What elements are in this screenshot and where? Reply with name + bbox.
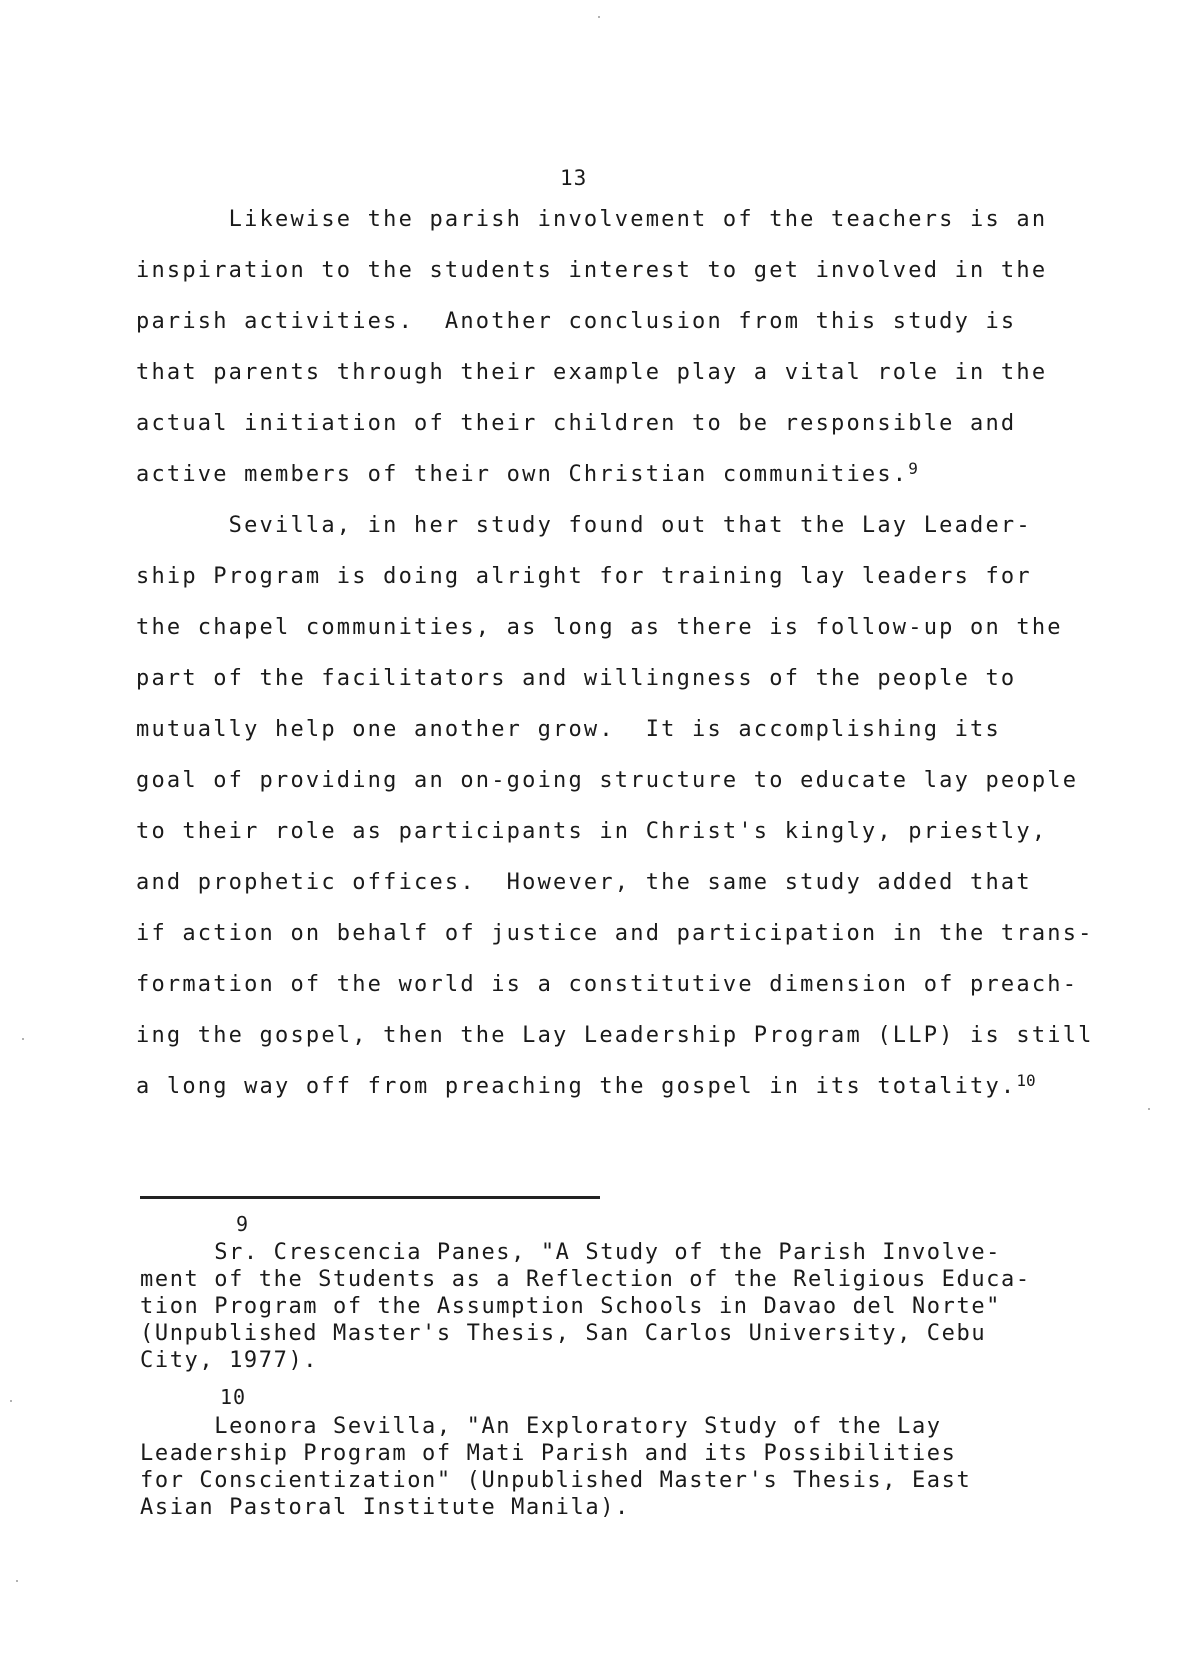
- body-line: to their role as participants in Christ's kingly, priestly,: [136, 819, 1048, 844]
- footnote-number: 10: [220, 1385, 247, 1409]
- footnote-line: (Unpublished Master's Thesis, San Carlos University, Cebu: [140, 1321, 987, 1346]
- footnote-line: tion Program of the Assumption Schools in Davao del Norte": [140, 1294, 1002, 1319]
- scan-speck: [10, 1400, 12, 1402]
- footnote-line: ment of the Students as a Reflection of the Religious Educa-: [140, 1267, 1031, 1292]
- body-line: that parents through their example play a vital role in the: [136, 360, 1048, 385]
- body-line: if action on behalf of justice and participation in the trans-: [136, 921, 1094, 946]
- footnote-line: Sr. Crescencia Panes, "A Study of the Parish Involve-: [140, 1240, 1002, 1265]
- scan-speck: [16, 1580, 18, 1582]
- body-line: ing the gospel, then the Lay Leadership Program (LLP) is still: [136, 1023, 1094, 1048]
- footnote-line: Asian Pastoral Institute Manila).: [140, 1495, 630, 1520]
- body-line: mutually help one another grow. It is accomplishing its: [136, 717, 1001, 742]
- footnote-number: 9: [236, 1212, 250, 1236]
- body-line: goal of providing an on-going structure to educate lay people: [136, 768, 1079, 793]
- footnote-line: Leonora Sevilla, "An Exploratory Study of the Lay: [140, 1414, 942, 1439]
- scan-speck: [22, 1038, 24, 1040]
- body-line: ship Program is doing alright for training lay leaders for: [136, 564, 1032, 589]
- body-line: parish activities. Another conclusion from this study is: [136, 309, 1017, 334]
- footnote-ref-9: 9: [908, 459, 918, 478]
- footnote-ref-10: 10: [1016, 1071, 1036, 1090]
- body-line: inspiration to the students interest to get involved in the: [136, 258, 1048, 283]
- body-line: and prophetic offices. However, the same study added that: [136, 870, 1032, 895]
- footnote-rule: [140, 1196, 600, 1199]
- body-line: actual initiation of their children to be responsible and: [136, 411, 1017, 436]
- body-line: active members of their own Christian communities.: [136, 462, 909, 487]
- page-number: 13: [560, 166, 588, 190]
- body-line-with-ref: [136, 461, 918, 489]
- body-line: the chapel communities, as long as there is follow-up on the: [136, 615, 1063, 640]
- scan-speck: [1148, 1108, 1150, 1110]
- footnote-line: Leadership Program of Mati Parish and its Possibilities: [140, 1441, 957, 1466]
- footnote-line: City, 1977).: [140, 1348, 319, 1373]
- body-line: part of the facilitators and willingness of the people to: [136, 666, 1017, 691]
- body-line: formation of the world is a constitutive dimension of preach-: [136, 972, 1079, 997]
- scan-speck: [598, 16, 600, 18]
- body-line: Sevilla, in her study found out that the Lay Leader-: [136, 513, 1032, 538]
- body-line: a long way off from preaching the gospel in its totality.: [136, 1074, 1017, 1099]
- footnote-line: for Conscientization" (Unpublished Master's Thesis, East: [140, 1468, 972, 1493]
- body-line: Likewise the parish involvement of the teachers is an: [136, 207, 1048, 232]
- body-line-with-ref: [136, 1073, 1036, 1101]
